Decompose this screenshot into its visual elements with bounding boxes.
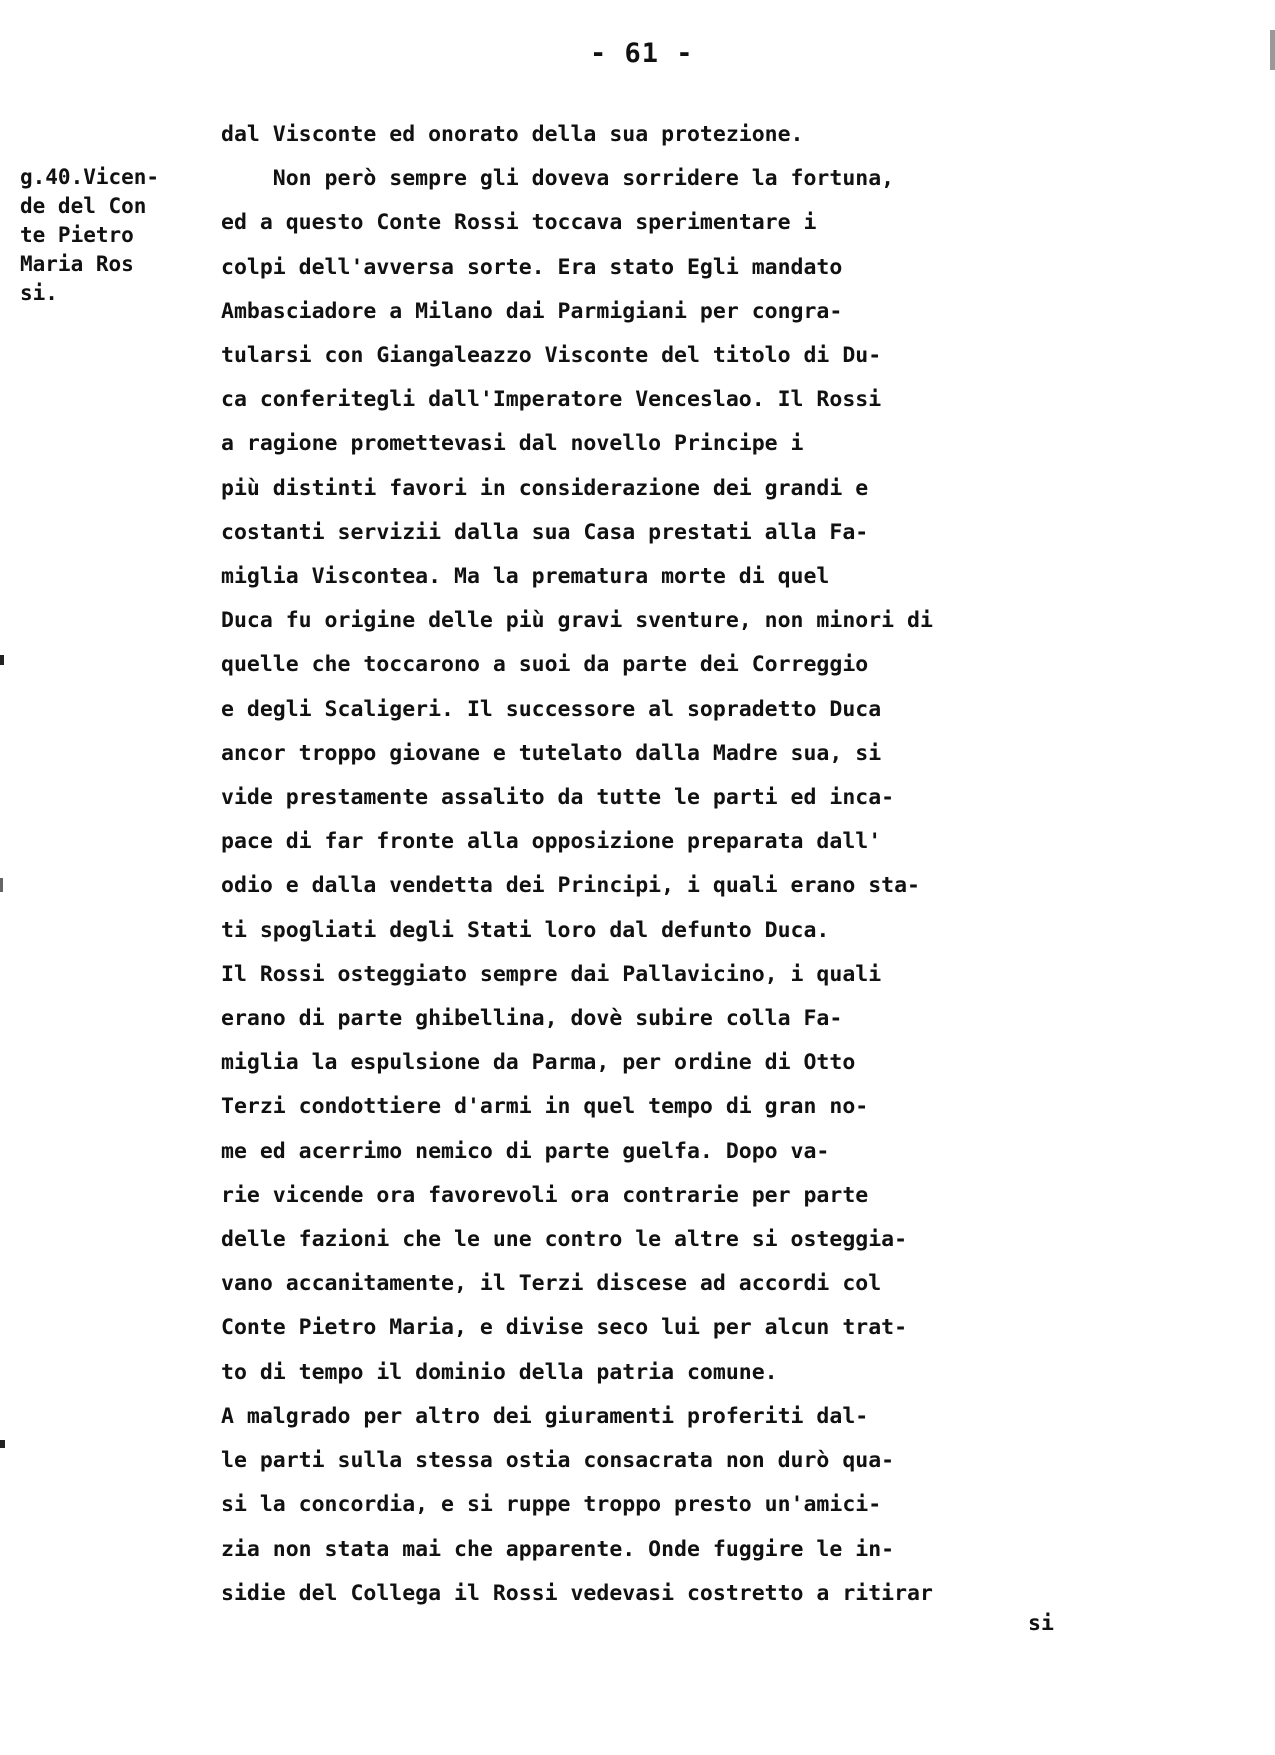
body-text <box>221 113 1221 1616</box>
text-line: erano di parte ghibellina, dovè subire colla Fa- <box>221 1006 843 1032</box>
text-line: Duca fu origine delle più gravi sventure, non minori di <box>221 608 933 634</box>
margin-note-line: g.40.Vicen- <box>20 165 160 189</box>
text-line: odio e dalla vendetta dei Principi, i quali erano sta- <box>221 873 920 899</box>
text-line: miglia Viscontea. Ma la prematura morte di quel <box>221 564 830 590</box>
margin-note-line: de del Con <box>20 194 147 218</box>
text-line: ancor troppo giovane e tutelato dalla Madre sua, si <box>221 740 882 766</box>
text-line: miglia la espulsione da Parma, per ordine di Otto <box>221 1050 856 1076</box>
scan-smudge <box>0 655 4 665</box>
text-line: dal Visconte ed onorato della sua protezione. <box>221 122 804 147</box>
text-line: rie vicende ora favorevoli ora contrarie per parte <box>221 1182 869 1208</box>
text-line: to di tempo il dominio della patria comune. <box>221 1359 778 1385</box>
text-line: quelle che toccarono a suoi da parte dei Correggio <box>221 652 869 678</box>
margin-note <box>20 163 200 308</box>
text-line: Non però sempre gli doveva sorridere la fortuna, <box>221 166 895 192</box>
text-line: ed a questo Conte Rossi toccava sperimentare i <box>221 210 817 236</box>
text-line: ca conferitegli dall'Imperatore Venceslao. Il Rossi <box>221 387 882 413</box>
margin-note-line: te Pietro <box>20 223 134 247</box>
text-line: Il Rossi osteggiato sempre dai Pallavicino, i quali <box>221 961 882 987</box>
text-line: colpi dell'avversa sorte. Era stato Egli mandato <box>221 254 843 280</box>
text-line: Conte Pietro Maria, e divise seco lui per alcun trat- <box>221 1315 908 1341</box>
text-line: vide prestamente assalito da tutte le parti ed inca- <box>221 785 895 811</box>
text-line: pace di far fronte alla opposizione preparata dall' <box>221 829 882 855</box>
text-line: tularsi con Giangaleazzo Visconte del titolo di Du- <box>221 343 882 369</box>
scan-smudge <box>0 1440 5 1448</box>
text-line: sidie del Collega il Rossi vedevasi costretto a ritirar <box>221 1580 933 1606</box>
text-line: zia non stata mai che apparente. Onde fuggire le in- <box>221 1536 895 1562</box>
text-line: e degli Scaligeri. Il successore al sopradetto Duca <box>221 696 882 722</box>
text-line: A malgrado per altro dei giuramenti proferiti dal- <box>221 1403 869 1429</box>
scan-smudge <box>0 878 3 892</box>
scan-edge-mark <box>1270 30 1275 70</box>
text-line: a ragione promettevasi dal novello Principe i <box>221 431 804 457</box>
text-line: Ambasciadore a Milano dai Parmigiani per congra- <box>221 298 843 324</box>
page-number: - 61 - <box>590 38 694 69</box>
text-line: me ed acerrimo nemico di parte guelfa. Dopo va- <box>221 1138 830 1164</box>
text-line: delle fazioni che le une contro le altre si osteggia- <box>221 1227 908 1253</box>
text-line: le parti sulla stessa ostia consacrata non durò qua- <box>221 1448 895 1474</box>
catchword: si <box>1028 1611 1054 1636</box>
text-line: si la concordia, e si ruppe troppo presto un'amici- <box>221 1492 882 1518</box>
text-line: ti spogliati degli Stati loro dal defunto Duca. <box>221 917 830 943</box>
text-line: più distinti favori in considerazione dei grandi e <box>221 475 869 501</box>
text-line: vano accanitamente, il Terzi discese ad accordi col <box>221 1271 882 1297</box>
margin-note-line: si. <box>20 281 58 305</box>
margin-note-line: Maria Ros <box>20 252 134 276</box>
text-line: costanti servizii dalla sua Casa prestati alla Fa- <box>221 519 869 545</box>
text-line: Terzi condottiere d'armi in quel tempo di gran no- <box>221 1094 869 1120</box>
